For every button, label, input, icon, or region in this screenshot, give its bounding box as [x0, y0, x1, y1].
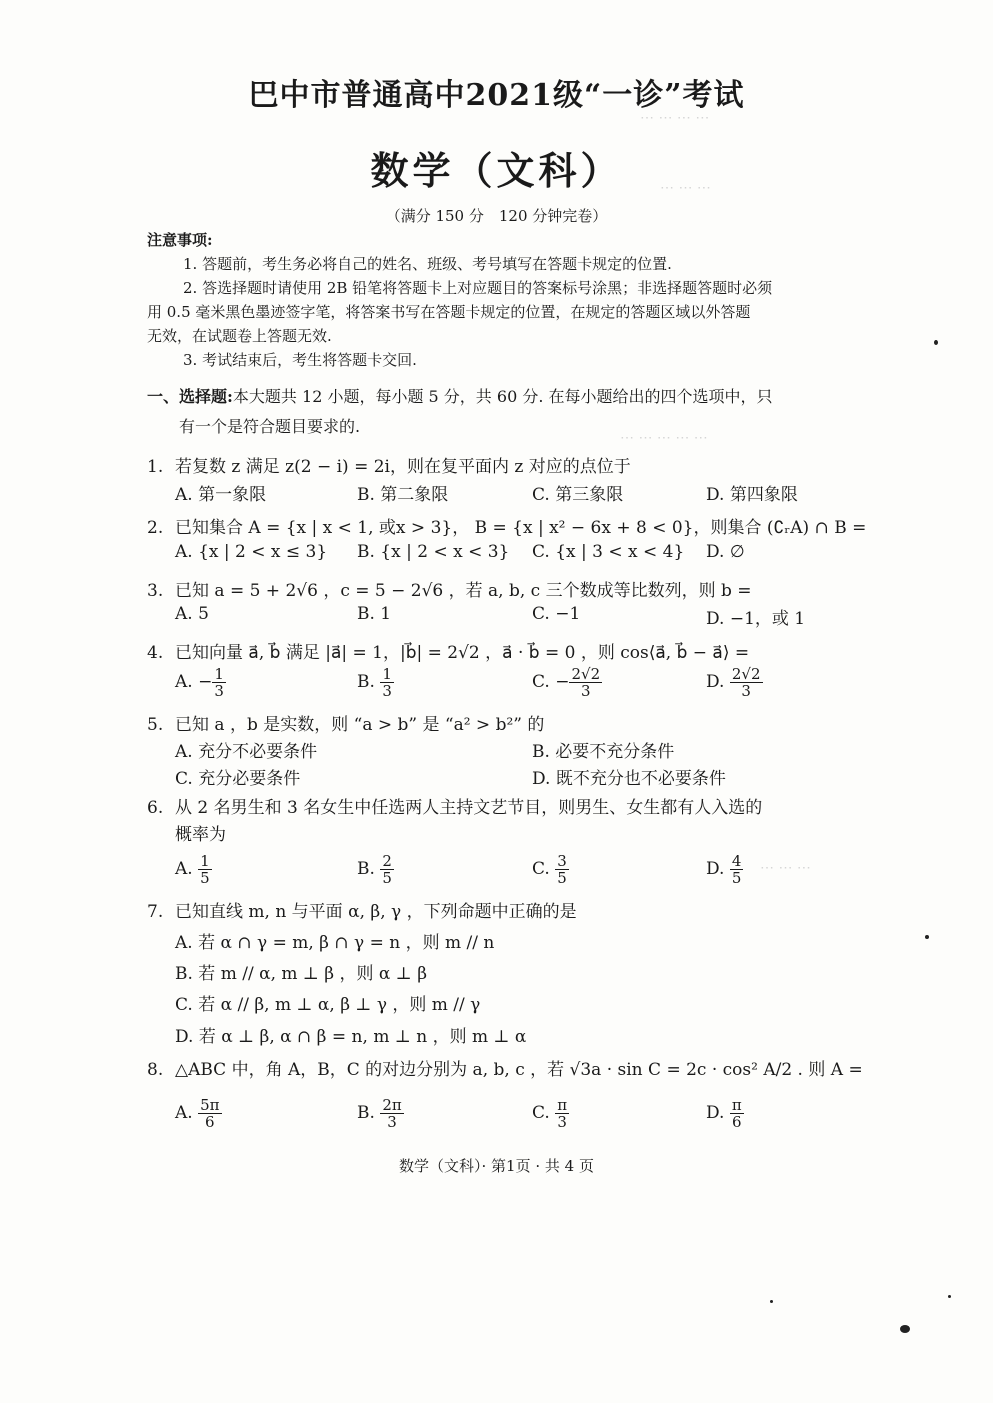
denominator: 6	[732, 1113, 742, 1131]
option-letter: D.	[706, 859, 725, 879]
frac-sign: −	[198, 672, 213, 692]
fraction	[198, 853, 212, 886]
question-stem: 已知 a ，b 是实数，则 “a > b” 是 “a² > b²” 的	[175, 715, 545, 735]
question-number: 8.	[147, 1060, 164, 1080]
numerator: π	[731, 1096, 742, 1114]
denominator: 3	[382, 682, 392, 700]
scan-speck	[900, 1325, 910, 1333]
option-c[interactable]	[532, 1097, 569, 1130]
denominator: 3	[214, 682, 224, 700]
denominator: 5	[731, 869, 742, 887]
option-d[interactable]: D. 若 α ⊥ β, α ∩ β = n, m ⊥ n ，则 m ⊥ α	[175, 1027, 527, 1047]
fraction	[212, 666, 226, 699]
option-b[interactable]: B. 若 m // α, m ⊥ β ，则 α ⊥ β	[175, 964, 428, 984]
option-d[interactable]	[706, 666, 763, 699]
note-item: 无效，在试题卷上答题无效.	[147, 327, 332, 345]
numerator: 1	[382, 665, 392, 683]
denominator: 3	[581, 682, 591, 700]
fraction	[380, 666, 394, 699]
numerator: 2	[382, 852, 392, 870]
question-7	[147, 897, 862, 922]
question-stem: 已知 a = 5 + 2√6 ，c = 5 − 2√6 ，若 a, b, c 三个数成等比数列，则 b =	[175, 581, 752, 601]
numerator: 4	[731, 852, 742, 870]
question-number: 1.	[147, 457, 164, 477]
option-c[interactable]: C. −1	[532, 604, 581, 624]
denominator: 5	[200, 869, 210, 887]
section-heading	[147, 382, 862, 442]
option-letter: A.	[175, 859, 193, 879]
option-c[interactable]: C. 第三象限	[532, 485, 624, 505]
bleed-through-mark: ⋯ ⋯ ⋯ ⋯ ⋯	[620, 430, 708, 446]
exam-subject: 数学（文科）	[370, 148, 623, 193]
option-b[interactable]	[357, 1097, 404, 1130]
denominator: 3	[741, 682, 751, 700]
option-d[interactable]	[706, 1097, 744, 1130]
question-1	[147, 452, 862, 477]
question-number: 5.	[147, 715, 164, 735]
question-stem: 从 2 名男生和 3 名女生中任选两人主持文艺节目，则男生、女生都有人入选的	[175, 798, 763, 818]
scan-speck	[934, 340, 938, 345]
option-b[interactable]: B. 必要不充分条件	[532, 742, 675, 762]
option-letter: B.	[357, 1103, 375, 1123]
fraction	[569, 666, 602, 699]
question-3	[147, 576, 862, 601]
option-d[interactable]: D. 第四象限	[706, 485, 798, 505]
option-d[interactable]: D. 既不充分也不必要条件	[532, 769, 726, 789]
question-stem: 若复数 z 满足 z(2 − i) = 2i，则在复平面内 z 对应的点位于	[175, 457, 631, 477]
question-4	[147, 638, 862, 663]
scan-speck	[770, 1300, 773, 1303]
denominator: 6	[205, 1113, 215, 1131]
option-c[interactable]	[532, 666, 602, 699]
question-stem: 已知向量 a⃗, b⃗ 满足 |a⃗| = 1，|b⃗| = 2√2 ，a⃗ · b⃗ = 0 ，则 cos⟨a⃗, b⃗ − a⃗⟩ =	[175, 643, 750, 663]
denominator: 3	[387, 1113, 397, 1131]
question-number: 4.	[147, 643, 164, 663]
numerator: π	[557, 1096, 568, 1114]
option-a[interactable]: A. 若 α ∩ γ = m, β ∩ γ = n ，则 m // n	[175, 933, 495, 953]
fraction	[198, 1097, 221, 1130]
numerator: 1	[214, 665, 224, 683]
option-c[interactable]	[532, 853, 569, 886]
numerator: 5π	[200, 1096, 220, 1114]
question-stem-continued: 概率为	[175, 825, 226, 845]
option-letter: D.	[706, 672, 725, 692]
numerator: 2π	[382, 1096, 402, 1114]
frac-sign: −	[555, 672, 570, 692]
fraction	[380, 1097, 403, 1130]
option-a[interactable]: A. 充分不必要条件	[175, 742, 318, 762]
fraction	[730, 853, 744, 886]
section-label: 一、选择题:	[147, 387, 233, 406]
numerator: 3	[557, 852, 567, 870]
question-stem: △ABC 中，角 A，B，C 的对边分别为 a, b, c ，若 √3a · sin C = 2c · cos² A/2 . 则 A =	[175, 1060, 863, 1080]
option-a[interactable]: A. {x | 2 < x ≤ 3}	[175, 542, 328, 562]
option-b[interactable]: B. 1	[357, 604, 392, 624]
option-letter: A.	[175, 672, 193, 692]
option-letter: C.	[532, 859, 550, 879]
fraction	[730, 666, 763, 699]
option-d[interactable]: D. ∅	[706, 542, 745, 562]
option-b[interactable]	[357, 666, 394, 699]
question-number: 7.	[147, 902, 164, 922]
note-item: 用 0.5 毫米黑色墨迹签字笔，将答案书写在答题卡规定的位置，在规定的答题区域以外答题	[147, 303, 751, 321]
denominator: 5	[557, 869, 567, 887]
option-letter: C.	[532, 1103, 550, 1123]
option-c[interactable]: C. 充分必要条件	[175, 769, 301, 789]
option-letter: A.	[175, 1103, 193, 1123]
exam-meta: （满分 150 分 120 分钟完卷）	[385, 207, 608, 225]
denominator: 5	[382, 869, 392, 887]
notes-block	[147, 228, 867, 372]
numerator: 2√2	[571, 665, 601, 683]
option-b[interactable]: B. {x | 2 < x < 3}	[357, 542, 510, 562]
section-text: 有一个是符合题目要求的.	[179, 417, 361, 436]
question-number: 3.	[147, 581, 164, 601]
question-number: 6.	[147, 798, 164, 818]
question-2	[147, 513, 867, 538]
note-item: 2. 答选择题时请使用 2B 铅笔将答题卡上对应题目的答案标号涂黑；非选择题答题时必须	[183, 279, 773, 297]
option-c[interactable]: C. 若 α // β, m ⊥ α, β ⊥ γ ，则 m // γ	[175, 995, 481, 1015]
question-stem: 已知集合 A = {x | x < 1, 或x > 3}， B = {x | x² − 6x + 8 < 0}，则集合 (∁ᵣA) ∩ B =	[175, 518, 867, 538]
option-d[interactable]	[706, 853, 743, 886]
numerator: 1	[200, 852, 210, 870]
option-d[interactable]: D. −1，或 1	[706, 609, 806, 629]
option-letter: B.	[357, 672, 375, 692]
fraction	[555, 1097, 569, 1130]
option-c[interactable]: C. {x | 3 < x < 4}	[532, 542, 685, 562]
fraction	[730, 1097, 744, 1130]
option-a[interactable]	[175, 666, 226, 699]
question-8	[147, 1055, 862, 1080]
bleed-through-mark: ⋯ ⋯ ⋯	[660, 180, 711, 196]
question-stem: 已知直线 m, n 与平面 α, β, γ ，下列命题中正确的是	[175, 902, 577, 922]
notes-heading: 注意事项:	[147, 231, 213, 249]
note-item: 1. 答题前，考生务必将自己的姓名、班级、考号填写在答题卡规定的位置.	[183, 255, 672, 273]
scan-speck	[925, 935, 929, 939]
option-b[interactable]	[357, 853, 394, 886]
question-5	[147, 710, 862, 735]
bleed-through-mark: ⋯ ⋯ ⋯	[760, 860, 811, 876]
numerator: 2√2	[731, 665, 761, 683]
option-a[interactable]: A. 第一象限	[175, 485, 267, 505]
question-number: 2.	[147, 518, 164, 538]
option-b[interactable]: B. 第二象限	[357, 485, 449, 505]
option-letter: B.	[357, 859, 375, 879]
exam-title: 巴中市普通高中2021级“一诊”考试	[248, 78, 745, 113]
bleed-through-mark: ⋯ ⋯ ⋯ ⋯	[640, 110, 710, 126]
option-letter: C.	[532, 672, 550, 692]
fraction	[555, 853, 569, 886]
section-text: 本大题共 12 小题，每小题 5 分，共 60 分. 在每小题给出的四个选项中，只	[232, 387, 773, 406]
option-letter: D.	[706, 1103, 725, 1123]
note-item: 3. 考试结束后，考生将答题卡交回.	[183, 351, 417, 369]
option-a[interactable]: A. 5	[175, 604, 209, 624]
denominator: 3	[557, 1113, 567, 1131]
question-6	[147, 793, 862, 818]
fraction	[380, 853, 394, 886]
option-a[interactable]	[175, 853, 212, 886]
scan-speck	[948, 1295, 951, 1298]
page-footer: 数学（文科）· 第1页 · 共 4 页	[399, 1157, 594, 1175]
option-a[interactable]	[175, 1097, 222, 1130]
